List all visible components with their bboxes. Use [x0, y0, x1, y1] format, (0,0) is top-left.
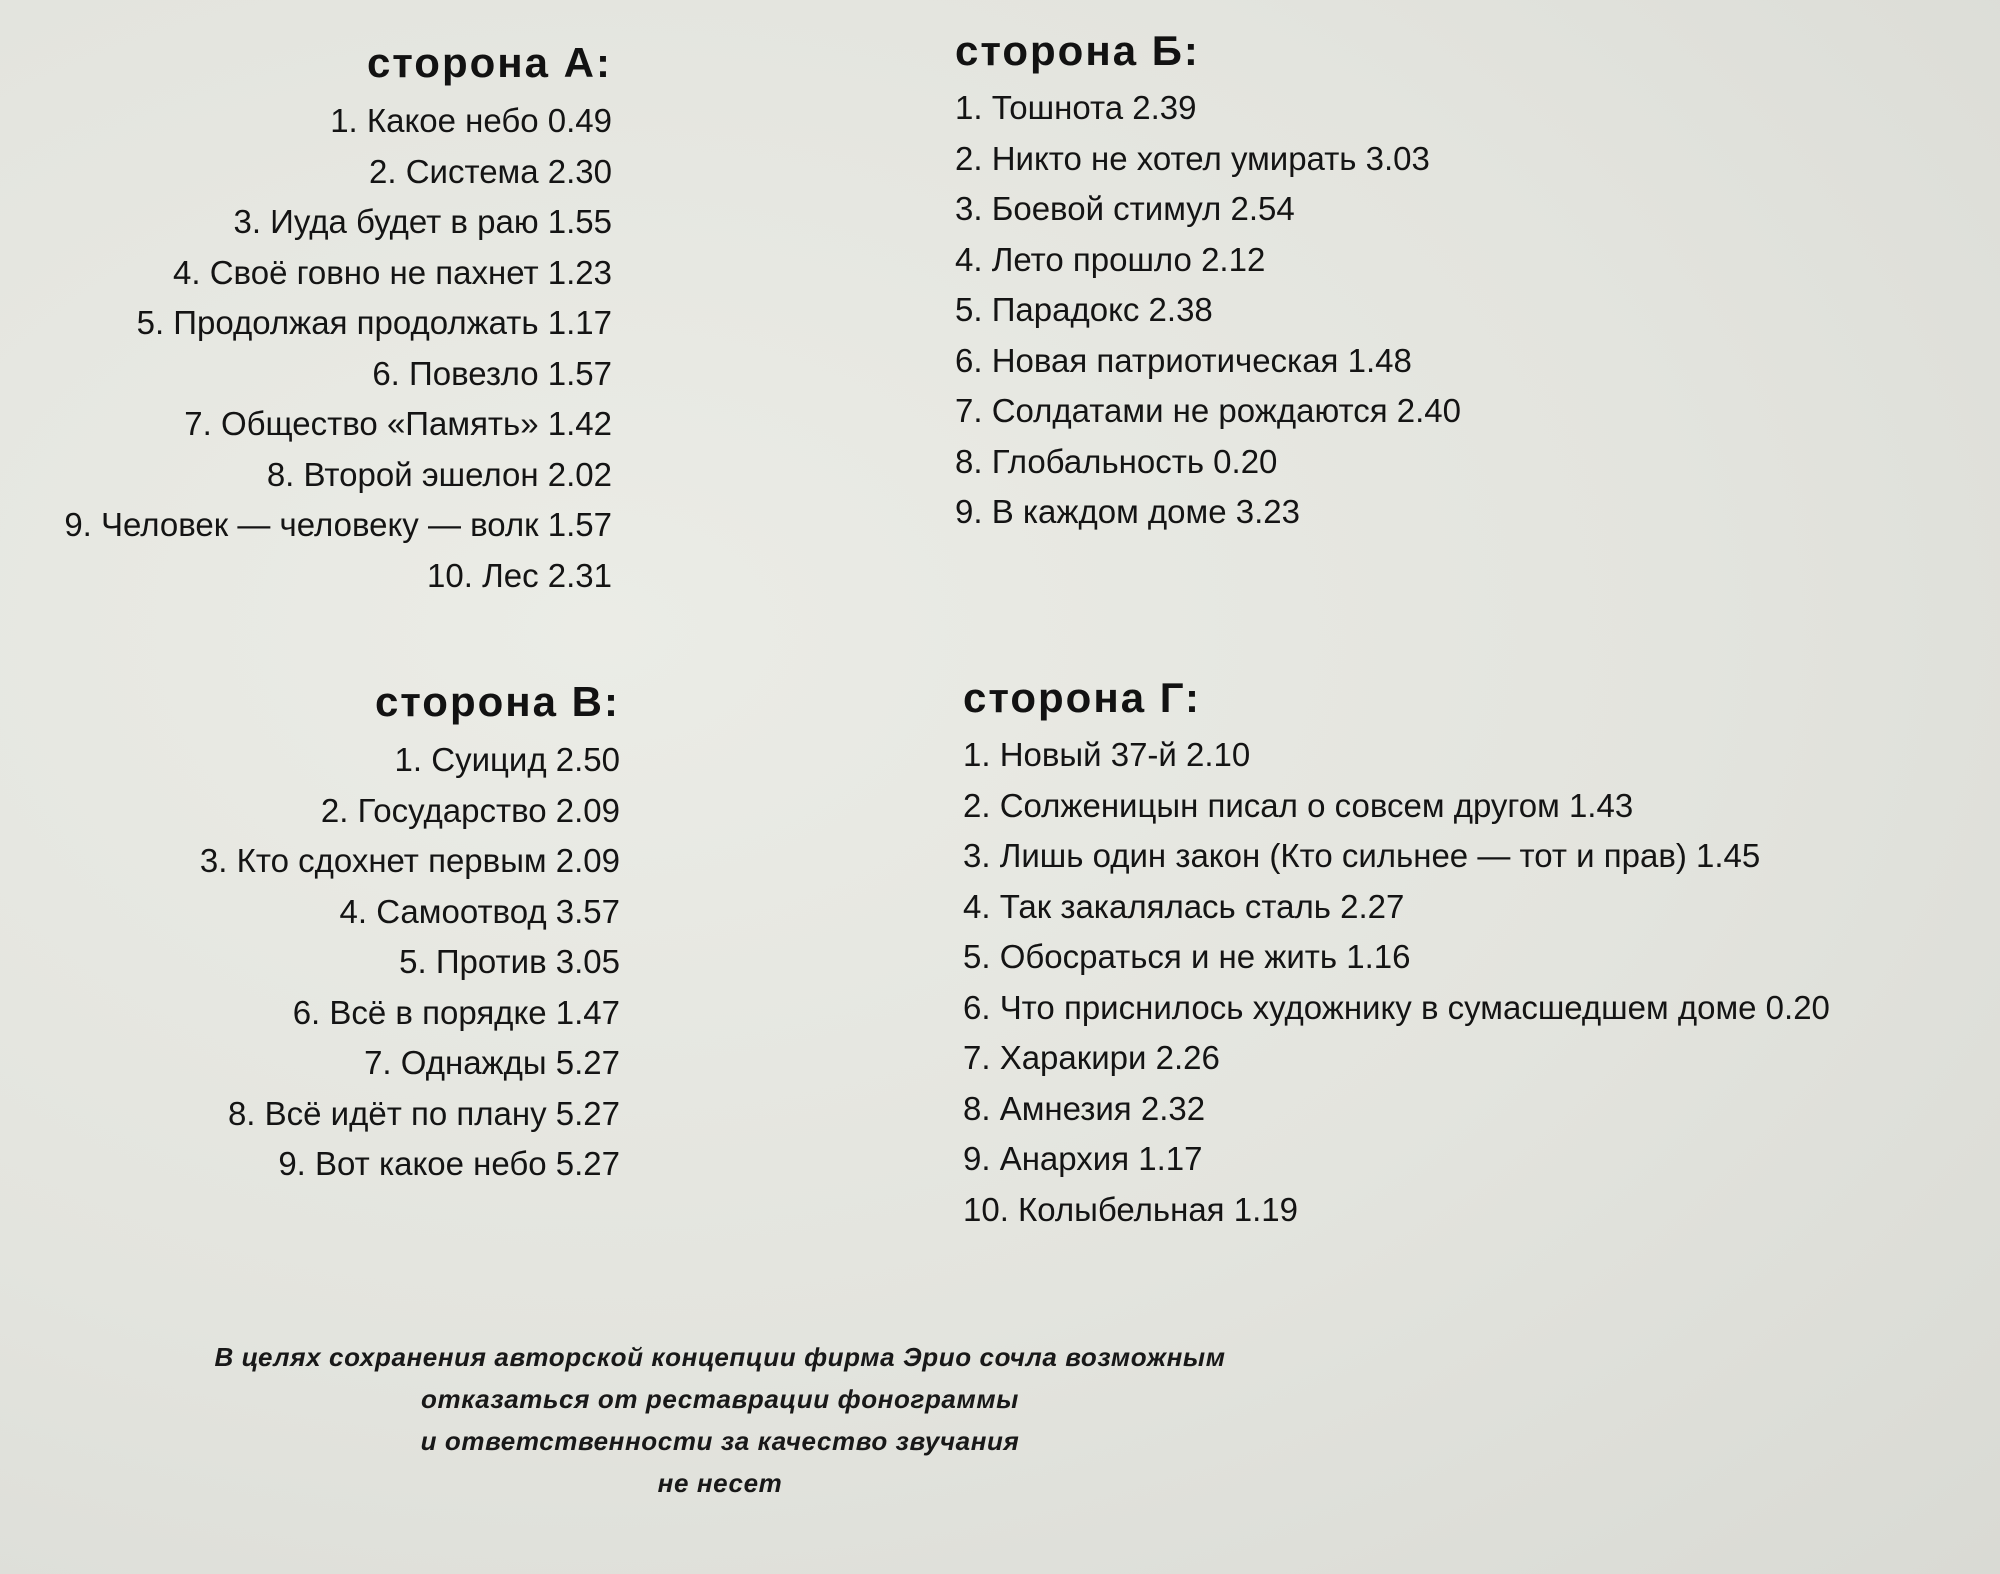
side-b-heading: сторона Б:	[955, 27, 1200, 74]
track-item: 1. Тошнота 2.39	[955, 89, 1197, 126]
side-v-heading: сторона В:	[374, 678, 620, 725]
side-v-tracklist	[40, 677, 620, 1190]
side-a-heading: сторона А:	[366, 39, 612, 86]
track-item: 2. Солженицын писал о совсем другом 1.43	[963, 786, 1634, 824]
track-item: 4. Так закалялась сталь 2.27	[963, 887, 1405, 925]
track-item: 8. Всё идёт по плану 5.27	[227, 1094, 620, 1132]
track-item: 3. Кто сдохнет первым 2.09	[199, 842, 620, 879]
side-a-track-list	[40, 96, 612, 601]
track-item: 2. Государство 2.09	[320, 791, 620, 829]
track-item: 4. Своё говно не пахнет 1.23	[173, 253, 612, 291]
track-item: 7. Солдатами не рождаются 2.40	[955, 392, 1461, 429]
track-item: 4. Лето прошло 2.12	[955, 240, 1266, 278]
disclaimer-line: не несет	[657, 1468, 783, 1498]
track-item: 6. Что приснилось художнику в сумасшедшем доме 0.20	[963, 988, 1830, 1026]
track-item: 3. Боевой стимул 2.54	[955, 190, 1295, 227]
track-item: 9. Анархия 1.17	[963, 1140, 1203, 1177]
track-item: 7. Однажды 5.27	[364, 1044, 620, 1081]
track-item: 10. Лес 2.31	[427, 556, 612, 594]
track-item: 9. Вот какое небо 5.27	[278, 1145, 620, 1182]
track-item: 2. Никто не хотел умирать 3.03	[955, 139, 1430, 177]
track-item: 7. Харакири 2.26	[963, 1039, 1220, 1076]
track-item: 1. Суицид 2.50	[394, 741, 620, 778]
track-item: 10. Колыбельная 1.19	[963, 1190, 1298, 1228]
track-item: 9. В каждом доме 3.23	[955, 493, 1300, 530]
track-item: 5. Продолжая продолжать 1.17	[136, 304, 612, 341]
track-item: 3. Лишь один закон (Кто сильнее — тот и прав) 1.45	[963, 837, 1761, 874]
side-b-track-list	[955, 83, 1575, 538]
track-item: 5. Парадокс 2.38	[955, 291, 1213, 328]
side-a-tracklist	[40, 38, 612, 601]
side-b-tracklist	[955, 26, 1575, 538]
track-item: 6. Всё в порядке 1.47	[292, 993, 620, 1031]
side-g-heading: сторона Г:	[963, 674, 1201, 721]
track-item: 1. Новый 37-й 2.10	[963, 736, 1251, 773]
track-item: 8. Второй эшелон 2.02	[266, 455, 612, 493]
side-g-track-list	[963, 730, 1973, 1235]
track-item: 5. Обосраться и не жить 1.16	[963, 938, 1411, 975]
disclaimer-note	[140, 1336, 1300, 1504]
side-v-track-list	[40, 735, 620, 1190]
track-item: 3. Иуда будет в раю 1.55	[233, 203, 612, 240]
track-item: 6. Новая патриотическая 1.48	[955, 341, 1412, 379]
track-item: 9. Человек — человеку — волк 1.57	[64, 506, 612, 543]
track-item: 5. Против 3.05	[399, 943, 620, 980]
side-g-tracklist	[963, 673, 1973, 1235]
disclaimer-line: и ответственности за качество звучания	[420, 1426, 1020, 1456]
track-item: 1. Какое небо 0.49	[330, 102, 612, 139]
track-item: 8. Глобальность 0.20	[955, 442, 1278, 480]
track-item: 6. Повезло 1.57	[372, 354, 612, 392]
track-item: 2. Система 2.30	[369, 152, 612, 190]
track-item: 8. Амнезия 2.32	[963, 1089, 1206, 1127]
disclaimer-line: В целях сохранения авторской концепции фирма Эрио сочла возможным	[214, 1342, 1226, 1372]
disclaimer-line: отказаться от реставрации фонограммы	[421, 1384, 1019, 1414]
track-item: 7. Общество «Память» 1.42	[184, 405, 612, 442]
track-item: 4. Самоотвод 3.57	[339, 892, 620, 930]
